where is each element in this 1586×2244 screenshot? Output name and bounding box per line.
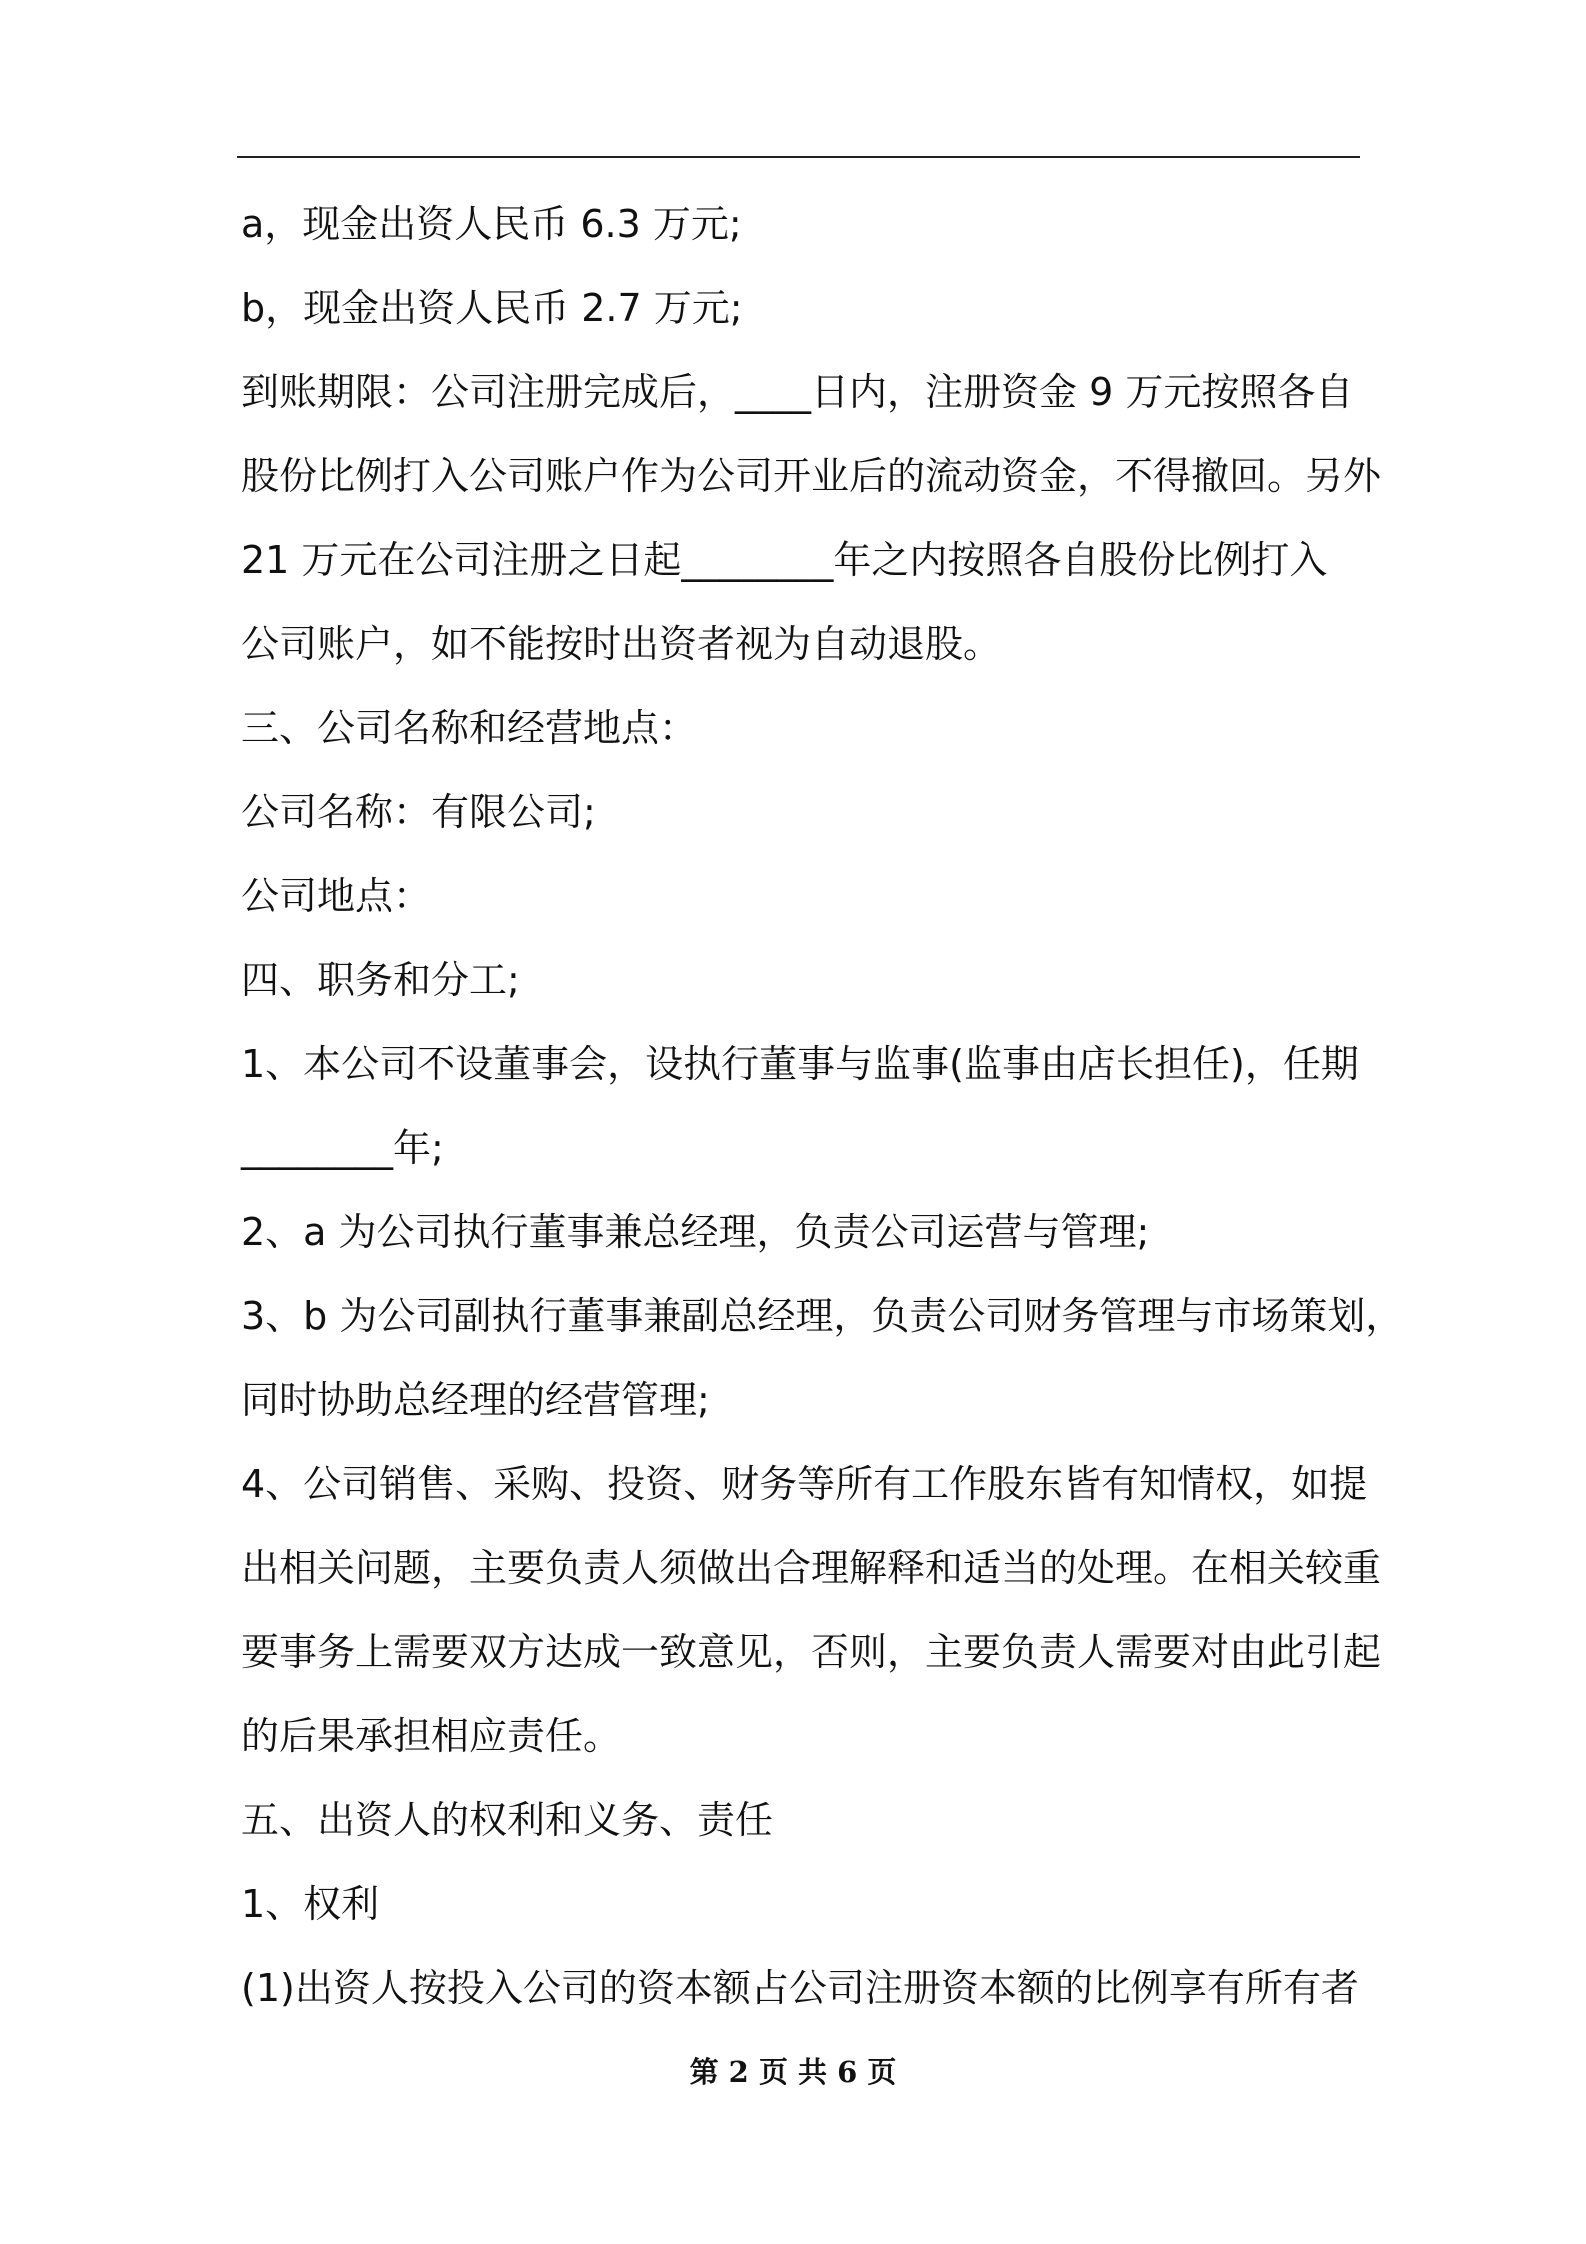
section-heading: 四、职务和分工; xyxy=(241,958,520,1002)
text-line: (1)出资人按投入公司的资本额占公司注册资本额的比例享有所有者 xyxy=(241,1966,1359,2010)
text-line: 股份比例打入公司账户作为公司开业后的流动资金，不得撤回。另外 xyxy=(241,454,1382,498)
text-line: 的后果承担相应责任。 xyxy=(241,1714,622,1758)
page-number-footer: 第 2 页 共 6 页 xyxy=(689,2055,897,2089)
text-line: a，现金出资人民币 6.3 万元; xyxy=(241,202,742,246)
subsection-heading: 1、权利 xyxy=(241,1882,380,1926)
text-line: 同时协助总经理的经营管理; xyxy=(241,1378,710,1422)
text-line: 21 万元在公司注册之日起________年之内按照各自股份比例打入 xyxy=(241,538,1328,582)
text-line: ________年; xyxy=(241,1126,444,1170)
text-line: b，现金出资人民币 2.7 万元; xyxy=(241,286,743,330)
text-line: 2、a 为公司执行董事兼总经理，负责公司运营与管理; xyxy=(241,1210,1150,1254)
text-line: 出相关问题，主要负责人须做出合理解释和适当的处理。在相关较重 xyxy=(241,1546,1382,1590)
text-line: 3、b 为公司副执行董事兼副总经理，负责公司财务管理与市场策划， xyxy=(241,1294,1404,1338)
text-line: 1、本公司不设董事会，设执行董事与监事(监事由店长担任)，任期 xyxy=(241,1042,1359,1086)
body-text xyxy=(241,182,1404,2030)
text-line: 公司地点： xyxy=(241,874,432,918)
section-heading: 三、公司名称和经营地点： xyxy=(241,706,698,750)
header-rule xyxy=(237,156,1360,158)
section-heading: 五、出资人的权利和义务、责任 xyxy=(241,1798,774,1842)
text-line: 要事务上需要双方达成一致意见，否则，主要负责人需要对由此引起 xyxy=(241,1630,1382,1674)
text-line: 公司账户，如不能按时出资者视为自动退股。 xyxy=(241,622,1002,666)
text-line: 到账期限：公司注册完成后，____日内，注册资金 9 万元按照各自 xyxy=(241,370,1354,414)
text-line: 公司名称：有限公司; xyxy=(241,790,596,834)
text-line: 4、公司销售、采购、投资、财务等所有工作股东皆有知情权，如提 xyxy=(241,1462,1368,1506)
